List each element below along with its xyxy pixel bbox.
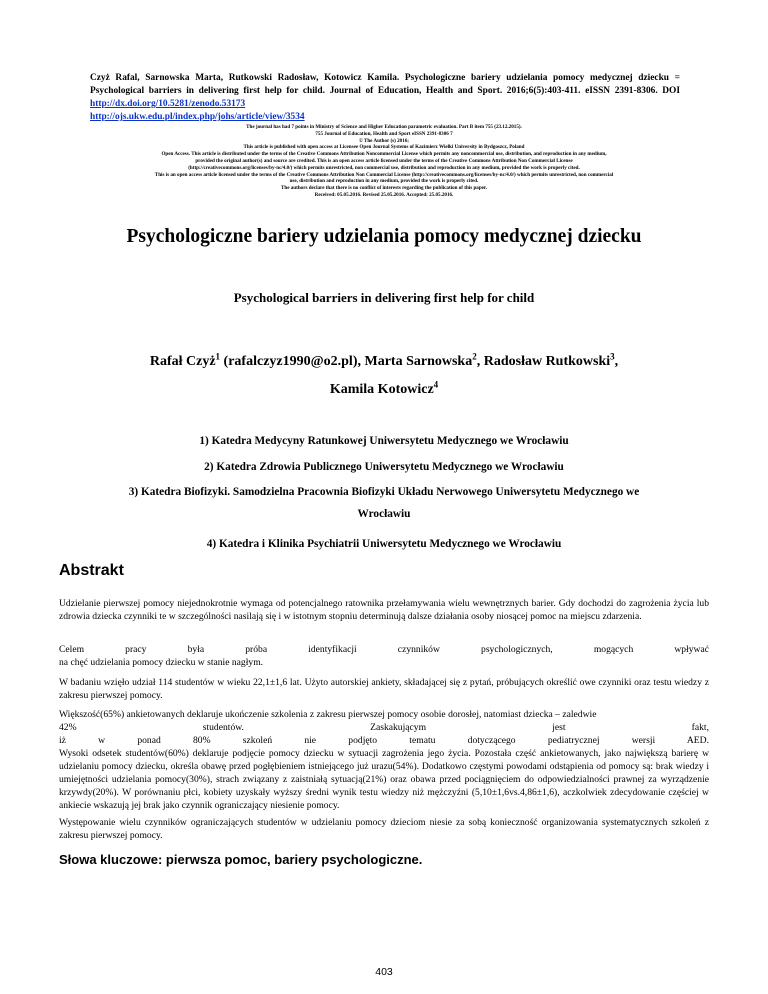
affiliation-marker: 3 xyxy=(610,351,615,362)
paragraph-line: iż w ponad 80% szkoleń nie podjęto tematu dotyczącego pediatrycznej wersji AED. xyxy=(59,735,709,746)
page-number: 403 xyxy=(375,966,393,978)
notice-line: The authors declare that there is no conflict of interests regarding the publication of this paper. xyxy=(280,185,487,192)
paragraph-line: 42% studentów. Zaskakującym jest fakt, xyxy=(59,722,709,733)
affiliation-3 xyxy=(60,481,708,525)
affiliation-1: 1) Katedra Medycyny Ratunkowej Uniwersytetu Medycznego we Wrocławiu xyxy=(199,435,569,447)
notice-line: This is an open access article licensed under the terms of the Creative Commons Attribution Non Commercial License (http://creativecommons.org/licenses/by-nc/4.0/) which permits unrestricted, non commercial xyxy=(154,171,614,178)
author-name: Marta Sarnowska xyxy=(364,354,473,369)
affiliation-2: 2) Katedra Zdrowia Publicznego Uniwersytetu Medycznego we Wrocławiu xyxy=(204,461,564,473)
notice-line: © The Author (s) 2016; xyxy=(358,137,410,144)
affiliation-3-line2: Wrocławiu xyxy=(357,508,411,520)
journal-article-link[interactable]: http://ojs.ukw.edu.pl/index.php/johs/article/view/3534 xyxy=(90,112,305,122)
notice-line: 755 Journal of Education, Health and Sport eISSN 2391-8306 7 xyxy=(315,130,453,137)
abstract-paragraph-4 xyxy=(59,708,709,812)
author-name: Rafał Czyż xyxy=(149,354,216,369)
paper-title: Psychologiczne bariery udzielania pomocy medycznej dziecku xyxy=(126,226,642,247)
abstract-paragraph-1: Udzielanie pierwszej pomocy niejednokrotnie wymaga od potencjalnego ratownika przełamywania wielu wewnętrznych barier. Gdy dochodzi do zagrożenia życia lub zdrowia dziecka czynniki te w szczególności nasilają się i w istotnym stopniu determinują dalsze działania osoby niosącej pomoc na miejscu zdarzenia. xyxy=(59,598,709,622)
abstract-paragraph-3: W badaniu wzięło udział 114 studentów w wieku 22,1±1,6 lat. Użyto autorskiej ankiety, składającej się z pytań, próbujących określić owe czynniki oraz testu wiedzy z zakresu pierwszej pomocy. xyxy=(59,677,709,701)
citation-block xyxy=(90,72,680,124)
notice-line: provided the original author(s) and source are credited. This is an open access article licensed under the terms of the Creative Commons Attribution Non Commercial License xyxy=(195,157,573,164)
notice-line: This article is published with open access at Licensee Open Journal Systems of Kazimierz Wielki University in Bydgoszcz, Poland xyxy=(243,144,525,151)
citation-text: Czyż Rafal, Sarnowska Marta, Rutkowski Radosław, Kotowicz Kamila. Psychologiczne bariery udzielania pomocy medycznej dziecku = Psychological barriers in delivering first help for child. Journal of Education, Health and Sport. 2016;6(5):403-411. eISSN 2391-8306. DOI xyxy=(90,73,680,96)
paragraph-line: Celem pracy była próba identyfikacji czynników psychologicznych, mogących wpływać xyxy=(59,644,709,655)
author-list: Rafał Czyż$^1$ (rafalczyz1990@o2.pl), Marta Sarnowska$^2$, Radosław Rutkowski$^3$, Kamila Kotowicz$^4$ xyxy=(149,351,619,397)
keywords: Słowa kluczowe: pierwsza pomoc, bariery psychologiczne. xyxy=(59,852,423,867)
notice-line: The journal has had 7 points in Ministry of Science and Higher Education parametric evaluation. Part B item 755 (23.12.2015). xyxy=(246,124,522,130)
abstract-paragraph-2 xyxy=(59,643,709,669)
affiliation-marker: 4 xyxy=(433,379,439,390)
paragraph-line: na chęć udzielania pomocy dziecku w stanie nagłym. xyxy=(59,657,264,668)
notice-line: (http://creativecommons.org/licenses/by-nc/4.0/) which permits unrestricted, non commercial use, distribution and reproduction in any medium, provided the work is properly cited. xyxy=(188,164,580,171)
doi-link[interactable]: http://dx.doi.org/10.5281/zenodo.53173 xyxy=(90,99,246,109)
notice-line: Open Access. This article is distributed under the terms of the Creative Commons Attribution Noncommercial License which permits any noncommercial use, distribution, and reproduction in any medium, xyxy=(161,151,607,158)
affiliation-4: 4) Katedra i Klinika Psychiatrii Uniwersytetu Medycznego we Wrocławiu xyxy=(206,538,562,550)
abstract-paragraph-5: Występowanie wielu czynników ograniczających studentów w udzielaniu pomocy dzieciom niesie za sobą konieczność organizowania systematycznych szkoleń z zakresu pierwszej pomocy. xyxy=(59,817,709,841)
author-email: (rafalczyz1990@o2.pl), xyxy=(220,354,365,369)
paper-subtitle: Psychological barriers in delivering first help for child xyxy=(233,290,535,305)
affiliation-3-line1: 3) Katedra Biofizyki. Samodzielna Pracownia Biofizyki Układu Nerwowego Uniwersytetu Medycznego we xyxy=(128,486,640,498)
paragraph-text: Wysoki odsetek studentów(60%) deklaruje podjęcie pomocy dziecku w sytuacji zagrożenia jego życia. Pozostała część ankietowanych, jako największą barierę w udzielaniu pomocy dziecku, określa obawę przed pogłębieniem istniejącego już urazu(54%). Dodatkowo częstymi powodami odstąpienia od pomocy są: brak wiedzy i umiejętności udzielania pomocy(30%), strach związany z zaistniałą sytuacją(21%) oraz obawa przed pociągnięciem do odpowiedzialności prawnej za wyrządzenie krzywdy(20%). W porównaniu płci, kobiety uzyskały wyższy średni wynik testu wiedzy niż mężczyźni (5,10±1,6vs.4,86±1,6), aczkolwiek zdecydowanie częściej w ankiecie wskazują jej brak jako czynnik ograniczający niesienie pomocy. xyxy=(59,748,709,811)
author-name: Radosław Rutkowski xyxy=(483,354,611,369)
license-notice xyxy=(60,124,708,199)
author-name: Kamila Kotowicz xyxy=(329,382,434,397)
abstract-heading: Abstrakt xyxy=(59,562,124,579)
affiliation-marker: 1 xyxy=(215,351,221,362)
notice-line: use, distribution and reproduction in any medium, provided the work is properly cited. xyxy=(289,178,479,185)
paragraph-line: Większość(65%) ankietowanych deklaruje ukończenie szkolenia z zakresu pierwszej pomocy osobie dorosłej, natomiast dziecka – zaledwie xyxy=(59,709,597,720)
affiliation-marker: 2 xyxy=(472,351,477,362)
notice-line: Received: 05.05.2016. Revised 25.05.2016. Accepted: 25.05.2016. xyxy=(314,191,454,198)
